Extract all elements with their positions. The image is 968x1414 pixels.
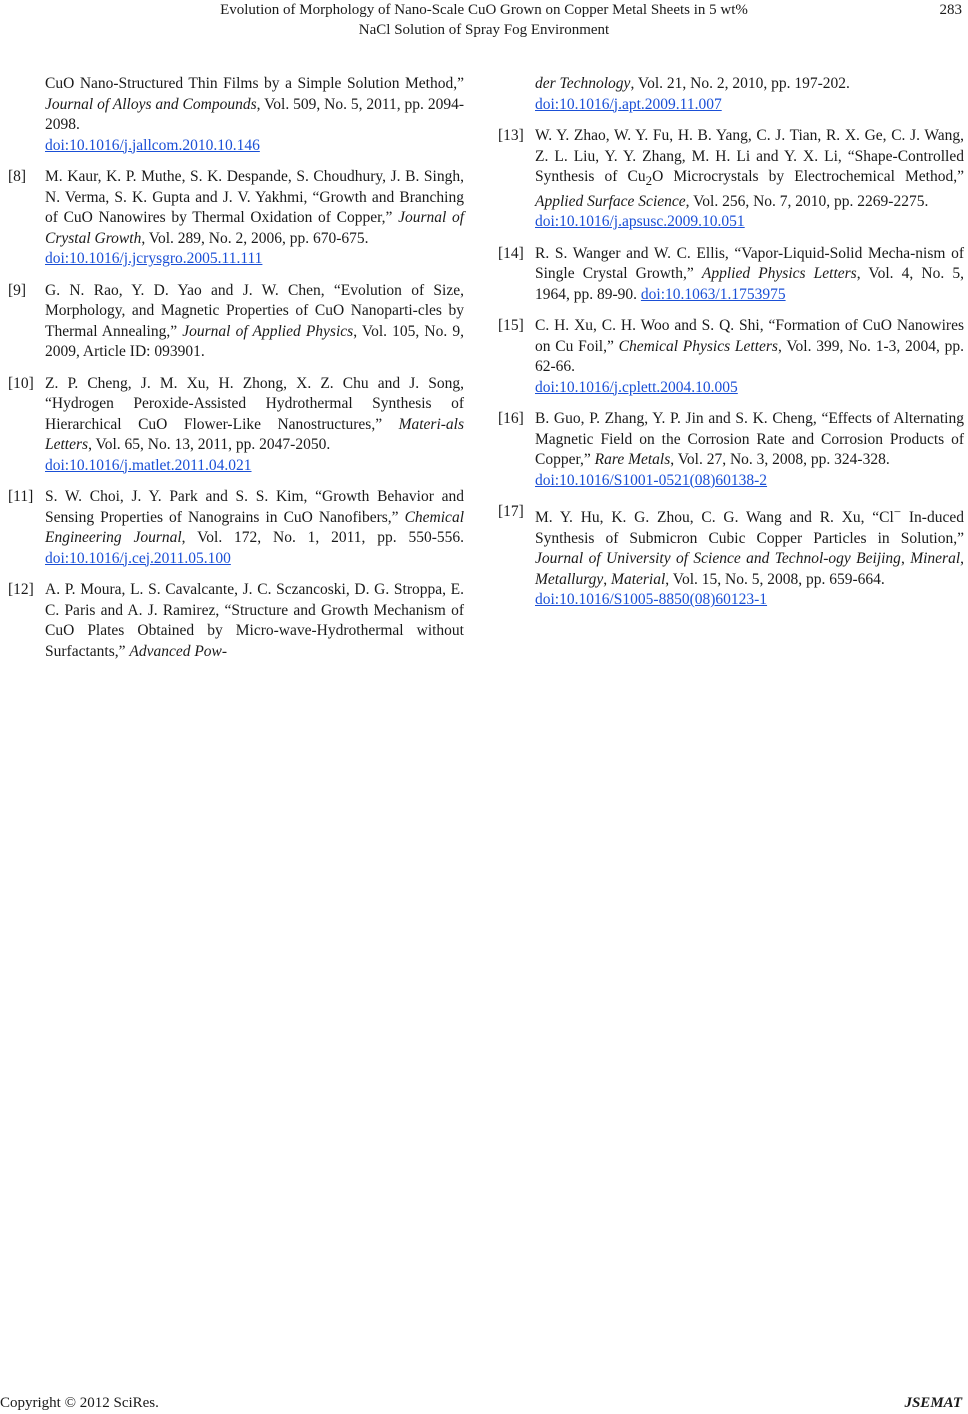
- doi-link[interactable]: doi:10.1063/1.1753975: [640, 285, 786, 303]
- reference-number: [14]: [498, 244, 524, 262]
- header-title-line1: Evolution of Morphology of Nano-Scale CuO Grown on Copper Metal Sheets in 5 wt%: [220, 2, 748, 18]
- running-header: [0, 0, 968, 40]
- reference-13: [498, 126, 964, 233]
- reference-body: [535, 502, 964, 611]
- reference-9: [8, 281, 464, 363]
- reference-text: , Vol. 256, No. 7, 2010, pp. 2269-2275.: [685, 192, 929, 210]
- reference-text: B. Guo, P. Zhang, Y. P. Jin and S. K. Cheng, “Effects of Alternating Magnetic Field on the Corrosion Rate and Corrosion Products of Copper,”: [535, 410, 964, 469]
- reference-16: [498, 409, 964, 491]
- reference-journal: Journal of University of Science and Technol-ogy Beijing: [535, 550, 901, 568]
- reference-body: [535, 409, 964, 491]
- doi-link[interactable]: doi:10.1016/j.apsusc.2009.10.051: [535, 213, 745, 231]
- doi-link[interactable]: doi:10.1016/j.jcrysgro.2005.11.111: [45, 250, 263, 267]
- reference-body: [45, 167, 464, 270]
- reference-body: [535, 316, 964, 398]
- reference-body: [45, 374, 464, 477]
- reference-journal: Mineral: [910, 550, 961, 568]
- superscript: −: [893, 504, 902, 520]
- reference-text: C. H. Xu, C. H. Woo and S. Q. Shi, “Formation of CuO Nanowires on Cu Foil,”: [535, 317, 964, 355]
- subscript: 2: [645, 173, 653, 189]
- reference-14: [498, 244, 964, 306]
- reference-8: [8, 167, 464, 270]
- journal-abbreviation: JSEMAT: [904, 1395, 962, 1411]
- reference-17: [498, 502, 964, 611]
- left-column: [8, 74, 464, 673]
- reference-text: M. Kaur, K. P. Muthe, S. K. Despande, S. Choudhury, J. B. Singh, N. Verma, S. K. Gupta and J. V. Yakhmi, “Growth and Branching of CuO Nanowires by Thermal Oxidation of Copper,”: [45, 168, 464, 226]
- reference-journal: Journal of Alloys and Compounds: [45, 95, 257, 113]
- reference-body: [45, 487, 464, 569]
- reference-text: , Vol. 27, No. 3, 2008, pp. 324-328.: [670, 451, 890, 469]
- reference-journal: Advanced Pow-: [129, 642, 228, 660]
- reference-text: , Vol. 105, No. 9, 2009, Article ID: 093901.: [45, 322, 464, 360]
- reference-number: [11]: [8, 488, 34, 505]
- reference-journal: Applied Surface Science: [535, 192, 686, 210]
- reference-journal: Chemical Physics Letters: [618, 337, 778, 355]
- reference-body: [45, 74, 464, 156]
- reference-body: [45, 281, 464, 363]
- reference-journal: der Technology: [535, 75, 631, 92]
- reference-number: [8]: [8, 168, 27, 185]
- reference-number: [9]: [8, 281, 27, 299]
- reference-text: , Vol. 509, No. 5, 2011, pp. 2094-2098.: [45, 95, 464, 133]
- reference-text: , Vol. 4, No. 5, 1964, pp. 89-90.: [535, 265, 964, 303]
- reference-number: [10]: [8, 374, 34, 392]
- reference-number: [16]: [498, 410, 524, 428]
- reference-body: [45, 580, 464, 662]
- reference-journal: Chemical Engineering Journal: [45, 508, 464, 546]
- reference-text: In-duced Synthesis of Submicron Cubic Copper Particles in Solution,”: [535, 509, 964, 547]
- reference-text: ,: [900, 550, 911, 568]
- reference-journal: Materi-als Letters: [45, 415, 464, 453]
- reference-text: M. Y. Hu, K. G. Zhou, C. G. Wang and R. Xu, “Cl: [535, 509, 894, 527]
- reference-text: , Vol. 399, No. 1-3, 2004, pp. 62-66.: [535, 337, 965, 376]
- reference-journal: Applied Physics Letters: [701, 265, 857, 283]
- doi-link[interactable]: doi:10.1016/S1005-8850(08)60123-1: [535, 591, 768, 609]
- reference-11: [8, 487, 464, 569]
- reference-body: [535, 244, 964, 306]
- reference-journal: Rare Metals: [594, 451, 671, 469]
- doi-link[interactable]: doi:10.1016/j.matlet.2011.04.021: [45, 456, 252, 474]
- reference-7-continued: [8, 74, 464, 156]
- doi-link[interactable]: doi:10.1016/S1001-0521(08)60138-2: [535, 471, 768, 489]
- reference-text: ,: [603, 570, 612, 588]
- reference-text: Z. P. Cheng, J. M. Xu, H. Zhong, X. Z. Chu and J. Song, “Hydrogen Peroxide-Assisted Hydrothermal Synthesis of Hierarchical CuO Flower-Like Nanostructures,”: [45, 374, 464, 433]
- page-footer: [0, 1390, 968, 1414]
- reference-text: , Vol. 21, No. 2, 2010, pp. 197-202.: [630, 75, 850, 92]
- doi-link[interactable]: doi:10.1016/j.cej.2011.05.100: [45, 549, 231, 567]
- reference-journal: Journal of Applied Physics: [182, 322, 354, 340]
- reference-number: [17]: [498, 503, 524, 521]
- reference-12: [8, 580, 464, 662]
- header-title-line2: NaCl Solution of Spray Fog Environment: [358, 22, 610, 38]
- reference-body: [535, 74, 964, 115]
- reference-text: ,: [960, 550, 965, 568]
- reference-12-continued: [498, 74, 964, 115]
- reference-text: R. S. Wanger and W. C. Ellis, “Vapor-Liquid-Solid Mecha-nism of Single Crystal Growth,”: [535, 244, 964, 283]
- reference-text: , Vol. 172, No. 1, 2011, pp. 550-556.: [181, 529, 464, 546]
- reference-text: , Vol. 65, No. 13, 2011, pp. 2047-2050.: [88, 436, 331, 453]
- reference-body: [535, 126, 964, 233]
- page-number: 283: [939, 2, 962, 18]
- reference-text: CuO Nano-Structured Thin Films by a Simple Solution Method,”: [45, 75, 464, 92]
- reference-text: S. W. Choi, J. Y. Park and S. S. Kim, “Growth Behavior and Sensing Properties of Nanograins in CuO Nanofibers,”: [45, 488, 464, 526]
- doi-link[interactable]: doi:10.1016/j.cplett.2004.10.005: [535, 378, 738, 396]
- doi-link[interactable]: doi:10.1016/j.jallcom.2010.10.146: [45, 136, 260, 154]
- reference-journal: Material: [611, 570, 666, 588]
- reference-journal: Metallurgy: [535, 570, 604, 588]
- reference-text: , Vol. 15, No. 5, 2008, pp. 659-664.: [665, 570, 885, 588]
- reference-text: A. P. Moura, L. S. Cavalcante, J. C. Sczancoski, D. G. Stroppa, E. C. Paris and A. J. Ramirez, “Structure and Growth Mechanism of CuO Plates Obtained by Micro-wave-Hydrothermal without Surfactants,”: [45, 581, 464, 660]
- reference-number: [13]: [498, 127, 524, 144]
- reference-15: [498, 316, 964, 398]
- reference-10: [8, 374, 464, 477]
- reference-text: W. Y. Zhao, W. Y. Fu, H. B. Yang, C. J. Tian, R. X. Ge, C. J. Wang, Z. L. Liu, Y. Y. Zhang, M. H. Li and Y. X. Li, “Shape-Controlled Synthesis of Cu: [535, 127, 964, 185]
- right-column: [498, 74, 964, 622]
- doi-link[interactable]: doi:10.1016/j.apt.2009.11.007: [535, 95, 722, 113]
- reference-journal: Journal of Crystal Growth: [45, 209, 465, 247]
- reference-number: [12]: [8, 581, 34, 598]
- reference-text: G. N. Rao, Y. D. Yao and J. W. Chen, “Evolution of Size, Morphology, and Magnetic Properties of CuO Nanoparti-cles by Thermal Annealing,”: [45, 281, 464, 340]
- reference-text: , Vol. 289, No. 2, 2006, pp. 670-675.: [141, 229, 369, 247]
- copyright-notice: Copyright © 2012 SciRes.: [0, 1395, 159, 1411]
- reference-text: O Microcrystals by Electrochemical Method,”: [652, 168, 964, 185]
- reference-number: [15]: [498, 317, 524, 335]
